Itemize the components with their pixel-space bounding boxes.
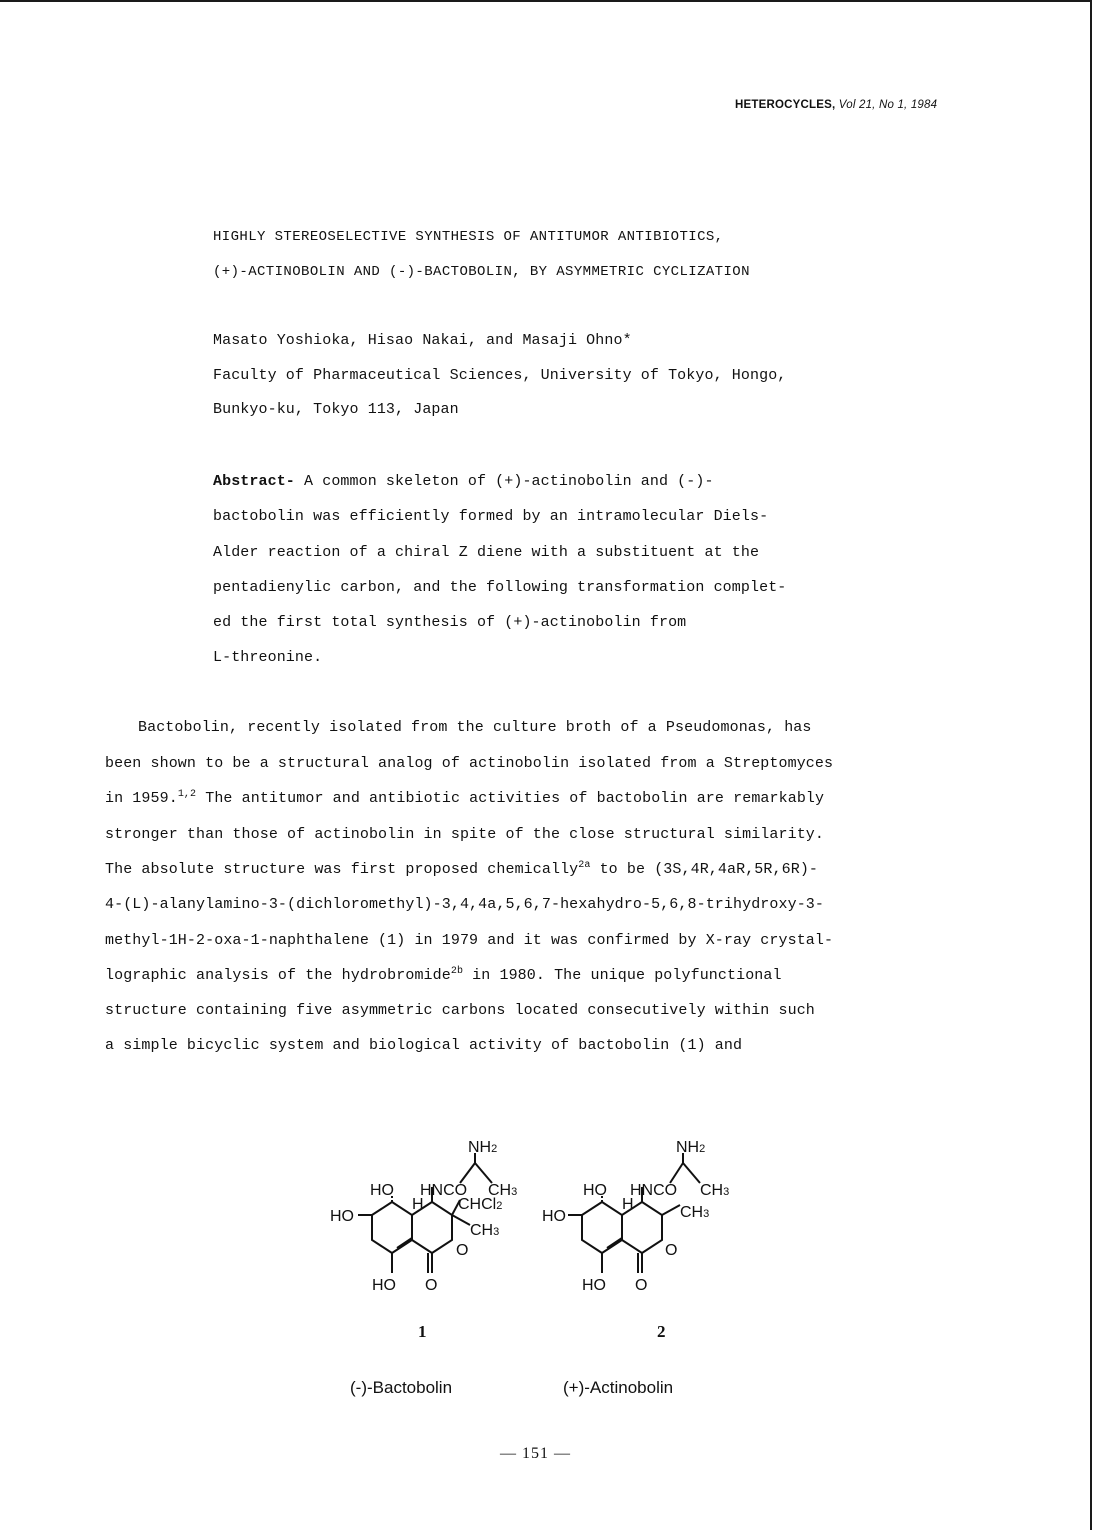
body-line-3	[105, 790, 824, 808]
abstract-line-5: ed the first total synthesis of (+)-actinobolin from	[213, 614, 687, 631]
bactobolin-bonds	[358, 1153, 492, 1273]
compound-number-1: 1	[418, 1322, 427, 1341]
citation-2a: 2a	[578, 860, 591, 871]
abstract-line-1	[213, 473, 714, 491]
body-line-5-a: The absolute structure was first proposed chemically	[105, 861, 579, 878]
abstract-line-4: pentadienylic carbon, and the following transformation complet-	[213, 579, 787, 596]
a2-ch3-ring-label: CH3	[680, 1204, 710, 1221]
body-line-6: 4-(L)-alanylamino-3-(dichloromethyl)-3,4,4a,5,6,7-hexahydro-5,6,8-trihydroxy-3-	[105, 896, 825, 913]
a2-hnco-label: HNCO	[630, 1182, 678, 1199]
b1-double-bond	[397, 1238, 412, 1248]
b1-ho-top-label: HO	[370, 1182, 394, 1199]
b1-chcl2-label: CHCl2	[458, 1196, 503, 1213]
b1-ch3-ring-bond	[452, 1215, 470, 1225]
b1-ring-left	[372, 1202, 412, 1253]
body-line-1: Bactobolin, recently isolated from the culture broth of a Pseudomonas, has	[138, 719, 812, 736]
compound-name-actinobolin: (+)-Actinobolin	[563, 1378, 674, 1397]
affiliation-line-2: Bunkyo-ku, Tokyo 113, Japan	[213, 401, 459, 418]
b1-ho-left-label: HO	[330, 1208, 354, 1225]
compound-name-bactobolin: (-)-Bactobolin	[350, 1378, 453, 1397]
abstract-label: Abstract-	[213, 473, 295, 490]
citation-1-2: 1,2	[177, 789, 197, 800]
scan-top-edge	[0, 0, 1092, 2]
b1-hnco-label: HNCO	[420, 1182, 468, 1199]
b1-amide-ch-bond	[460, 1163, 475, 1183]
page-number: — 151 —	[500, 1445, 571, 1462]
abstract-line-6: L-threonine.	[213, 649, 323, 666]
b1-ho-bottom-label: HO	[372, 1277, 396, 1294]
b1-ch3-amide-label: CH3	[488, 1182, 518, 1199]
structure-drawing	[320, 1125, 760, 1340]
body-line-5	[105, 861, 818, 879]
abstract-line-3: Alder reaction of a chiral Z diene with a substituent at the	[213, 544, 760, 561]
a2-ch3-amide-label: CH3	[700, 1182, 730, 1199]
body-line-8	[105, 967, 782, 985]
body-line-9: structure containing five asymmetric carbons located consecutively within such	[105, 1002, 815, 1019]
body-line-4: stronger than those of actinobolin in spite of the close structural similarity.	[105, 826, 825, 843]
body-line-3-b: The antitumor and antibiotic activities of bactobolin are remarkably	[196, 790, 825, 807]
a2-double-bond	[607, 1238, 622, 1248]
abstract-line-1-text: A common skeleton of (+)-actinobolin and (-)-	[294, 473, 714, 490]
body-line-8-a: lographic analysis of the hydrobromide	[105, 967, 451, 984]
title-line-1: HIGHLY STEREOSELECTIVE SYNTHESIS OF ANTITUMOR ANTIBIOTICS,	[213, 229, 724, 245]
title-line-2: (+)-ACTINOBOLIN AND (-)-BACTOBOLIN, BY ASYMMETRIC CYCLIZATION	[213, 264, 750, 280]
a2-ho-bottom-label: HO	[582, 1277, 606, 1294]
journal-volume: Vol 21, No 1, 1984	[838, 99, 938, 111]
b1-nh2-label: NH2	[468, 1139, 498, 1156]
compound-number-2: 2	[657, 1322, 666, 1341]
body-line-2: been shown to be a structural analog of actinobolin isolated from a Streptomyces	[105, 755, 834, 772]
body-line-5-b: to be (3S,4R,4aR,5R,6R)-	[590, 861, 819, 878]
a2-ch3-ring-bond	[662, 1205, 680, 1215]
chemical-structures-figure	[320, 1125, 760, 1340]
a2-nh2-label: NH2	[676, 1139, 706, 1156]
b1-ch3-bond	[475, 1163, 492, 1183]
b1-h-label: H	[412, 1196, 424, 1213]
body-line-7: methyl-1H-2-oxa-1-naphthalene (1) in 1979 and it was confirmed by X-ray crystal-	[105, 932, 834, 949]
body-line-8-b: in 1980. The unique polyfunctional	[463, 967, 782, 984]
a2-ho-top-label: HO	[583, 1182, 607, 1199]
journal-name: HETEROCYCLES,	[735, 99, 836, 111]
body-line-10: a simple bicyclic system and biological activity of bactobolin (1) and	[105, 1037, 743, 1054]
a2-amide-ch-bond	[670, 1163, 683, 1183]
abstract-line-2: bactobolin was efficiently formed by an intramolecular Diels-	[213, 508, 769, 525]
a2-o-carbonyl-label: O	[635, 1277, 648, 1294]
journal-header	[735, 99, 937, 111]
affiliation-line-1: Faculty of Pharmaceutical Sciences, University of Tokyo, Hongo,	[213, 367, 787, 384]
b1-ch3-ring-label: CH3	[470, 1222, 500, 1239]
a2-ch3-bond	[683, 1163, 700, 1183]
a2-h-label: H	[622, 1196, 634, 1213]
scan-right-edge	[1090, 0, 1092, 1530]
author-names: Masato Yoshioka, Hisao Nakai, and Masaji Ohno*	[213, 332, 632, 349]
body-line-3-a: in 1959.	[105, 790, 178, 807]
a2-o-ring-label: O	[665, 1242, 678, 1259]
b1-o-carbonyl-label: O	[425, 1277, 438, 1294]
b1-o-ring-label: O	[456, 1242, 469, 1259]
a2-ring-left	[582, 1202, 622, 1253]
a2-ho-left-label: HO	[542, 1208, 566, 1225]
citation-2b: 2b	[450, 966, 464, 977]
